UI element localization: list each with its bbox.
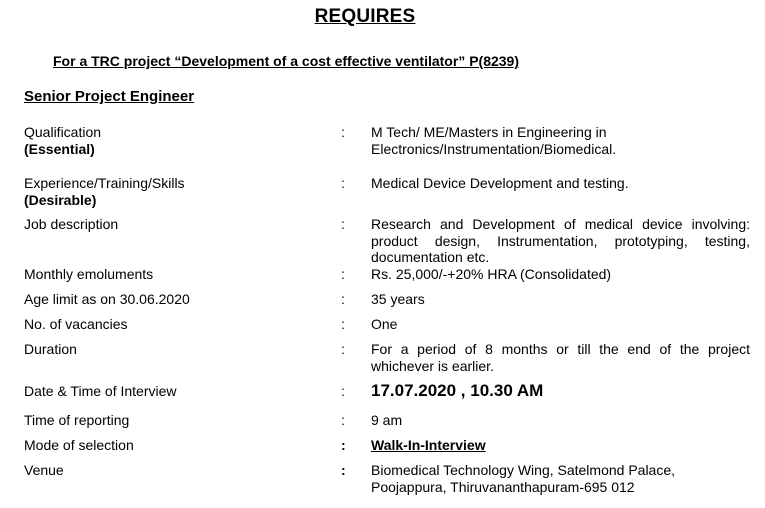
duration-label: Duration: [24, 341, 77, 357]
selection-value: Walk-In-Interview: [371, 437, 486, 453]
project-title: For a TRC project “Development of a cost effective ventilator” P(8239): [53, 53, 520, 69]
qualification-sublabel: (Essential): [24, 140, 95, 157]
experience-label: Experience/Training/Skills: [24, 175, 185, 191]
venue-line-2: Poojappura, Thiruvananthapuram-695 012: [371, 478, 635, 495]
colon: :: [341, 175, 345, 191]
emoluments-label: Monthly emoluments: [24, 266, 154, 282]
page-heading: REQUIRES: [314, 6, 416, 27]
colon: :: [341, 412, 345, 428]
colon: :: [341, 216, 345, 232]
age-limit-label: Age limit as on 30.06.2020: [24, 291, 190, 307]
experience-sublabel: (Desirable): [24, 191, 97, 208]
qualification-label: Qualification: [24, 124, 102, 140]
interview-value: 17.07.2020 , 10.30 AM: [371, 381, 544, 400]
job-description-value: Research and Development of medical device involving: product design, Instrumentation, prototyping, testing, documentation etc.: [371, 216, 750, 265]
qualification-value: M Tech/ ME/Masters in Engineering in Electronics/Instrumentation/Biomedical.: [371, 124, 617, 157]
colon: :: [341, 462, 346, 478]
age-limit-value: 35 years: [371, 291, 425, 307]
venue-value: [371, 462, 750, 495]
duration-value: For a period of 8 months or till the end of the project whichever is earlier.: [371, 341, 750, 374]
selection-label: Mode of selection: [24, 437, 134, 453]
colon: :: [341, 316, 345, 332]
venue-line-1: Biomedical Technology Wing, Satelmond Palace,: [371, 462, 676, 478]
experience-value: Medical Device Development and testing.: [371, 175, 629, 191]
venue-label: Venue: [24, 462, 64, 478]
reporting-value: 9 am: [371, 412, 403, 428]
colon: :: [341, 124, 345, 140]
position-title: Senior Project Engineer: [24, 88, 195, 105]
emoluments-value: Rs. 25,000/-+20% HRA (Consolidated): [371, 266, 612, 282]
interview-label: Date & Time of Interview: [24, 383, 177, 399]
vacancies-value: One: [371, 316, 398, 332]
colon: :: [341, 266, 345, 282]
colon: :: [341, 383, 345, 399]
colon: :: [341, 291, 345, 307]
vacancies-label: No. of vacancies: [24, 316, 128, 332]
colon: :: [341, 341, 345, 357]
job-description-label: Job description: [24, 216, 119, 232]
reporting-label: Time of reporting: [24, 412, 130, 428]
colon: :: [341, 437, 346, 453]
